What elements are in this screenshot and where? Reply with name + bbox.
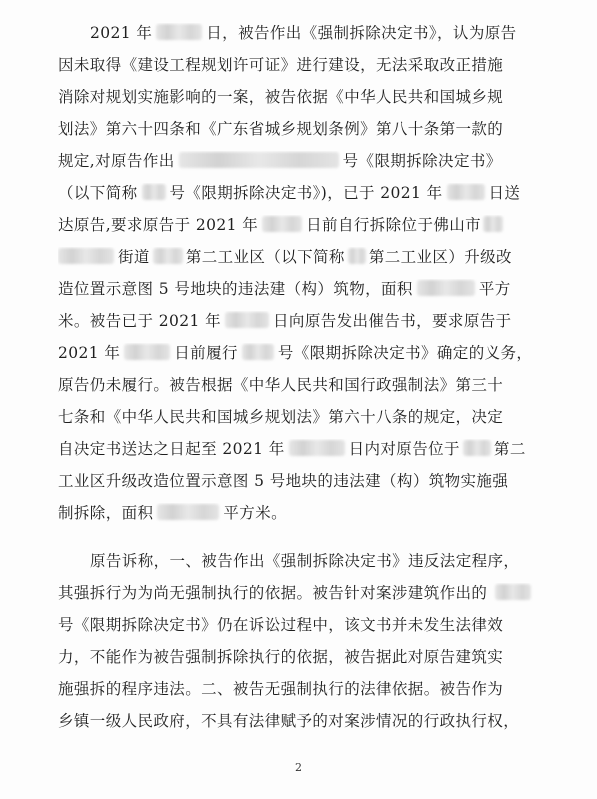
- text-line: [58, 375, 540, 395]
- text-line: [58, 183, 540, 203]
- text-segment: 号《限期拆除决定书》: [342, 152, 502, 170]
- text-segment: 原告仍未履行。被告根据《中华人民共和国行政强制法》第三十: [58, 376, 504, 394]
- text-segment: 造位置示意图 5 号地块的违法建（构）筑物，面积: [58, 280, 413, 298]
- redaction: [153, 248, 183, 264]
- text-segment: 第二: [493, 440, 526, 458]
- text-segment: 制拆除，面积: [58, 504, 154, 522]
- text-segment: 其强拆行为为尚无强制执行的依据。被告针对案涉建筑作出的: [58, 584, 488, 602]
- redaction: [157, 504, 219, 520]
- text-segment: 第二工业区）升级改: [368, 248, 512, 266]
- text-line: [58, 247, 540, 267]
- text-line: [58, 279, 540, 299]
- text-segment: 日内对原告位于: [348, 440, 460, 458]
- text-line: [58, 55, 540, 75]
- redaction: [242, 344, 274, 360]
- redaction: [417, 280, 475, 296]
- redaction: [495, 584, 531, 600]
- text-segment: 平方: [478, 280, 511, 298]
- text-line: [58, 215, 540, 235]
- text-segment: 日前履行: [174, 344, 238, 362]
- redaction: [142, 184, 166, 200]
- text-line: [90, 551, 540, 571]
- redaction: [58, 248, 114, 264]
- text-line: [58, 679, 540, 699]
- text-line: [58, 583, 540, 603]
- redaction: [463, 440, 491, 456]
- text-segment: 2021 年: [58, 344, 121, 362]
- text-segment: 号《限期拆除决定书》仍在诉讼过程中，该文书并未发生法律效: [58, 616, 504, 634]
- text-segment: 原告诉称，一、被告作出《强制拆除决定书》违反法定程序，: [90, 552, 520, 570]
- text-line: [58, 647, 540, 667]
- text-segment: 号《限期拆除决定书》确定的义务，: [277, 344, 533, 362]
- text-segment: 街道: [118, 248, 150, 266]
- text-line: [58, 151, 540, 171]
- text-segment: 七条和《中华人民共和国城乡规划法》第六十八条的规定，决定: [58, 408, 504, 426]
- text-line: [58, 711, 540, 731]
- text-segment: 米。被告已于 2021 年: [58, 312, 222, 330]
- redaction: [262, 216, 302, 232]
- text-segment: 消除对规划实施影响的一案，被告依据《中华人民共和国城乡规: [58, 88, 504, 106]
- text-segment: 第二工业区（以下简称: [185, 248, 345, 266]
- text-segment: 达原告,要求原告于 2021 年: [58, 216, 259, 234]
- redaction: [156, 24, 202, 40]
- text-line: [58, 439, 540, 459]
- text-segment: 施强拆的程序违法。二、被告无强制执行的法律依据。被告作为: [58, 680, 504, 698]
- text-line: [58, 471, 540, 491]
- text-segment: 日送: [488, 184, 521, 202]
- text-segment: 乡镇一级人民政府，不具有法律赋予的对案涉情况的行政执行权，: [58, 712, 520, 730]
- text-segment: 日前自行拆除位于佛山市: [306, 216, 482, 234]
- redaction: [447, 184, 485, 200]
- text-segment: 自决定书送达之日起至 2021 年: [58, 440, 285, 458]
- text-segment: 2021 年: [90, 24, 153, 42]
- text-line: [58, 407, 540, 427]
- text-line: [58, 503, 540, 523]
- text-line: [58, 615, 540, 635]
- text-segment: 日，被告作出《强制拆除决定书》，认为原告: [206, 24, 517, 42]
- text-line: [58, 343, 540, 363]
- page-number: 2: [295, 761, 302, 774]
- text-segment: 划法》第六十四条和《广东省城乡规划条例》第八十条第一款的: [58, 120, 504, 138]
- redaction: [225, 312, 269, 328]
- text-line: [58, 119, 540, 139]
- text-segment: 力，不能作为被告强制拆除执行的依据，被告据此对原告建筑实: [58, 648, 504, 666]
- text-segment: （以下简称: [58, 184, 138, 202]
- redaction: [483, 216, 503, 232]
- text-line: [90, 23, 540, 43]
- redaction: [289, 440, 345, 456]
- redaction: [348, 248, 366, 264]
- text-segment: 规定,对原告作出: [58, 152, 175, 170]
- text-line: [58, 311, 540, 331]
- text-segment: 平方米。: [223, 504, 288, 522]
- redaction: [179, 152, 339, 168]
- text-segment: 工业区升级改造位置示意图 5 号地块的违法建（构）筑物实施强: [58, 472, 509, 490]
- text-line: [58, 87, 540, 107]
- text-segment: 号《限期拆除决定书》)，已于 2021 年: [169, 184, 443, 202]
- text-segment: 因未取得《建设工程规划许可证》进行建设，无法采取改正措施: [58, 56, 504, 74]
- redaction: [124, 344, 170, 360]
- text-segment: 日向原告发出催告书，要求原告于: [273, 312, 512, 330]
